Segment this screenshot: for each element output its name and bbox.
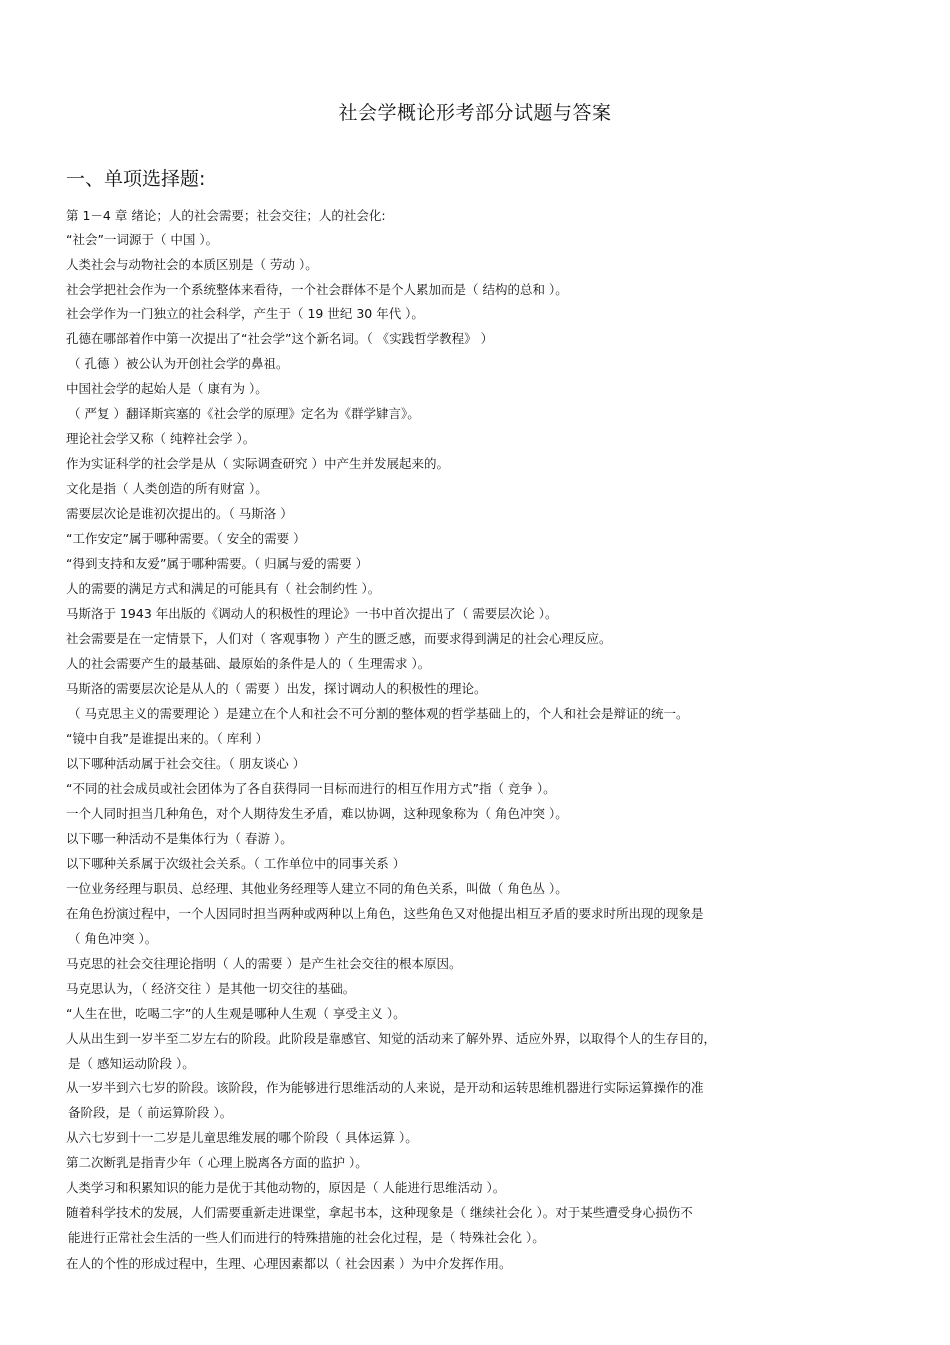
- question-line: 第二次断乳是指青少年（ 心理上脱离各方面的监护 ）。: [66, 1155, 368, 1170]
- question-line: 在角色扮演过程中，一个人因同时担当两种或两种以上角色，这些角色又对他提出相互矛盾的要求时所出现的现象是: [66, 906, 704, 921]
- question-line: 理论社会学又称（ 纯粹社会学 ）。: [66, 431, 256, 446]
- question-line: 文化是指（ 人类创造的所有财富 ）。: [66, 481, 268, 496]
- question-line: 人类学习和积累知识的能力是优于其他动物的，原因是（ 人能进行思维活动 ）。: [66, 1180, 506, 1195]
- question-line: 社会学把社会作为一个系统整体来看待，一个社会群体不是个人累加而是（ 结构的总和 ）。: [66, 282, 568, 297]
- question-line: “人生在世，吃喝二字”的人生观是哪种人生观（ 享受主义 ）。: [66, 1006, 406, 1021]
- question-line: 从六七岁到十一二岁是儿童思维发展的哪个阶段（ 具体运算 ）。: [66, 1130, 418, 1145]
- question-line: 从一岁半到六七岁的阶段。该阶段，作为能够进行思维活动的人来说，是开动和运转思维机器进行实际运算操作的准: [66, 1080, 704, 1095]
- question-line: 中国社会学的起始人是（ 康有为 ）。: [66, 381, 268, 396]
- question-line: 以下哪一种活动不是集体行为（ 春游 ）。: [66, 831, 293, 846]
- question-line: 需要层次论是谁初次提出的。（ 马斯洛 ）: [66, 506, 293, 521]
- question-line: 马克思认为，（ 经济交往 ）是其他一切交往的基础。: [66, 981, 356, 996]
- question-line: 社会需要是在一定情景下，人们对（ 客观事物 ）产生的匮乏感，而要求得到满足的社会心理反应。: [66, 631, 612, 646]
- question-line: 人类社会与动物社会的本质区别是（ 劳动 ）。: [66, 257, 318, 272]
- question-line: “得到支持和友爱”属于哪种需要。（ 归属与爱的需要 ）: [66, 556, 369, 571]
- question-line: 第 1－4 章 绪论；人的社会需要；社会交往；人的社会化:: [66, 208, 386, 223]
- question-line: 马斯洛于 1943 年出版的《调动人的积极性的理论》一书中首次提出了（ 需要层次论 ）。: [66, 606, 558, 621]
- question-line: 社会学作为一门独立的社会科学，产生于（ 19 世纪 30 年代 ）。: [66, 306, 424, 321]
- question-line: 人的需要的满足方式和满足的可能具有（ 社会制约性 ）。: [66, 581, 381, 596]
- question-line: 以下哪种关系属于次级社会关系。（ 工作单位中的同事关系 ）: [66, 856, 406, 871]
- question-line: 能进行正常社会生活的一些人们而进行的特殊措施的社会化过程，是（ 特殊社会化 ）。: [68, 1230, 545, 1245]
- question-line: 在人的个性的形成过程中，生理、心理因素都以（ 社会因素 ）为中介发挥作用。: [66, 1256, 512, 1271]
- question-line: 一个人同时担当几种角色，对个人期待发生矛盾，难以协调，这种现象称为（ 角色冲突 ）。: [66, 806, 568, 821]
- question-line: （ 角色冲突 ）。: [68, 931, 158, 946]
- question-line: 一位业务经理与职员、总经理、其他业务经理等人建立不同的角色关系，叫做（ 角色丛 ）。: [66, 881, 568, 896]
- question-line: “不同的社会成员或社会团体为了各自获得同一目标而进行的相互作用方式”指（ 竞争 ）。: [66, 781, 556, 796]
- question-line: 马克思的社会交往理论指明（ 人的需要 ）是产生社会交往的根本原因。: [66, 956, 462, 971]
- question-line: （ 严复 ）翻译斯宾塞的《社会学的原理》定名为《群学肄言》。: [68, 406, 420, 421]
- document-title: 社会学概论形考部分试题与答案: [338, 102, 612, 124]
- question-line: 人从出生到一岁半至二岁左右的阶段。此阶段是靠感官、知觉的活动来了解外界、适应外界，以取得个人的生存目的，: [66, 1031, 717, 1046]
- question-line: 作为实证科学的社会学是从（ 实际调查研究 ）中产生并发展起来的。: [66, 456, 449, 471]
- question-line: 备阶段，是（ 前运算阶段 ）。: [68, 1105, 233, 1120]
- section-heading: 一、单项选择题:: [66, 168, 206, 190]
- question-line: 以下哪种活动属于社会交往。（ 朋友谈心 ）: [66, 756, 306, 771]
- question-line: （ 孔德 ）被公认为开创社会学的鼻祖。: [68, 356, 289, 371]
- question-line: “工作安定”属于哪种需要。（ 安全的需要 ）: [66, 531, 306, 546]
- question-line: 孔德在哪部着作中第一次提出了“社会学”这个新名词。（ 《实践哲学教程》 ）: [66, 331, 494, 346]
- question-line: 随着科学技术的发展，人们需要重新走进课堂，拿起书本，这种现象是（ 继续社会化 ）。对于某些遭受身心损伤不: [66, 1205, 693, 1220]
- question-line: （ 马克思主义的需要理论 ）是建立在个人和社会不可分割的整体观的哲学基础上的，个人和社会是辩证的统一。: [68, 706, 689, 721]
- question-line: “社会”一词源于（ 中国 ）。: [66, 232, 219, 247]
- question-line: 是（ 感知运动阶段 ）。: [68, 1056, 195, 1071]
- question-line: 马斯洛的需要层次论是从人的（ 需要 ）出发，探讨调动人的积极性的理论。: [66, 681, 487, 696]
- question-line: 人的社会需要产生的最基础、最原始的条件是人的（ 生理需求 ）。: [66, 656, 431, 671]
- question-line: “镜中自我”是谁提出来的。（ 库利 ）: [66, 731, 269, 746]
